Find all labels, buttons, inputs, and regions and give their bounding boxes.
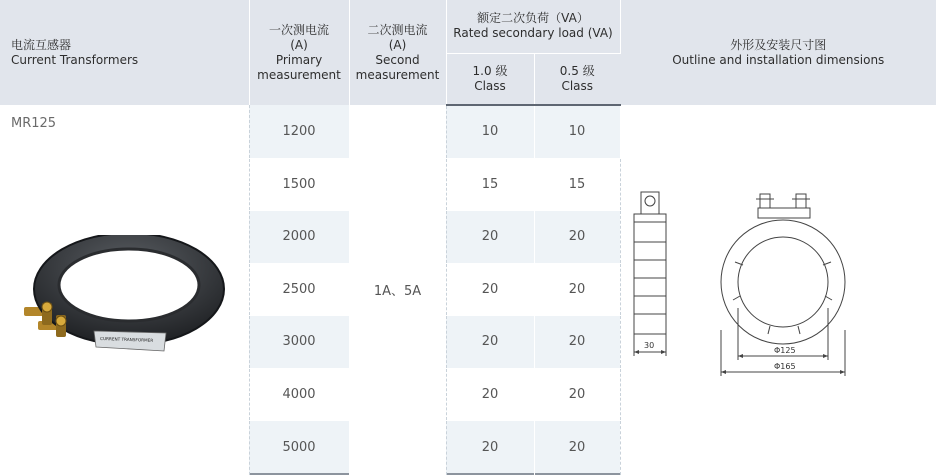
primary-cell: 1500 (249, 158, 349, 210)
header-rated-load (446, 0, 620, 53)
header-class-0-5 (534, 53, 620, 105)
header-secondary-unit: (A) (388, 37, 407, 52)
header-dims-en: Outline and installation dimensions (672, 52, 885, 67)
primary-cell: 3000 (249, 315, 349, 368)
primary-cell: 2000 (249, 210, 349, 263)
header-class-1-0-cn: 1.0 级 (472, 63, 508, 78)
header-load-en: Rated secondary load (VA) (453, 26, 613, 41)
header-product-cn: 电流互感器 (11, 37, 72, 52)
class-0-5-cell: 20 (534, 420, 620, 475)
header-dimensions (620, 0, 936, 105)
class-1-0-cell: 20 (446, 263, 534, 315)
primary-cell: 4000 (249, 368, 349, 420)
class-0-5-cell: 10 (534, 105, 620, 158)
header-product (0, 0, 249, 105)
class-1-0-cell: 10 (446, 105, 534, 158)
header-product-en: Current Transformers (11, 52, 139, 67)
class-1-0-cell: 15 (446, 158, 534, 210)
table-row (0, 105, 936, 158)
header-secondary (349, 0, 446, 105)
class-0-5-cell: 15 (534, 158, 620, 210)
secondary-cell: 1A、5A (349, 105, 446, 475)
outline-drawing (628, 180, 928, 400)
header-class-1-0-en: Class (474, 78, 506, 93)
dim-outer-diameter: Φ165 (774, 361, 796, 371)
header-dims-cn: 外形及安装尺寸图 (730, 37, 827, 52)
dimensions-cell (620, 105, 936, 475)
header-primary-en-2: measurement (257, 67, 341, 82)
class-0-5-cell: 20 (534, 263, 620, 315)
class-1-0-cell: 20 (446, 315, 534, 368)
header-primary-en-1: Primary (275, 52, 323, 67)
primary-cell: 5000 (249, 420, 349, 475)
class-0-5-cell: 20 (534, 315, 620, 368)
primary-cell: 1200 (249, 105, 349, 158)
product-label-text: CURRENT TRANSFORMER (99, 335, 154, 343)
product-photo (16, 235, 234, 465)
product-cell (0, 105, 249, 475)
header-class-0-5-cn: 0.5 级 (559, 63, 595, 78)
class-1-0-cell: 20 (446, 368, 534, 420)
class-0-5-cell: 20 (534, 210, 620, 263)
header-primary-unit: (A) (290, 37, 308, 52)
class-0-5-cell: 20 (534, 368, 620, 420)
header-secondary-en-1: Second (375, 52, 420, 67)
header-class-1-0 (446, 53, 534, 105)
dim-width: 30 (644, 340, 655, 350)
class-1-0-cell: 20 (446, 420, 534, 475)
product-model: MR125 (11, 116, 57, 131)
dim-inner-diameter: Φ125 (774, 345, 796, 355)
header-primary (249, 0, 349, 105)
header-load-cn: 额定二次负荷（VA） (477, 11, 589, 26)
class-1-0-cell: 20 (446, 210, 534, 263)
primary-cell: 2500 (249, 263, 349, 315)
header-primary-cn: 一次测电流 (268, 22, 329, 37)
header-secondary-cn: 二次测电流 (367, 22, 428, 37)
header-secondary-en-2: measurement (355, 67, 440, 82)
header-class-0-5-en: Class (561, 78, 594, 93)
